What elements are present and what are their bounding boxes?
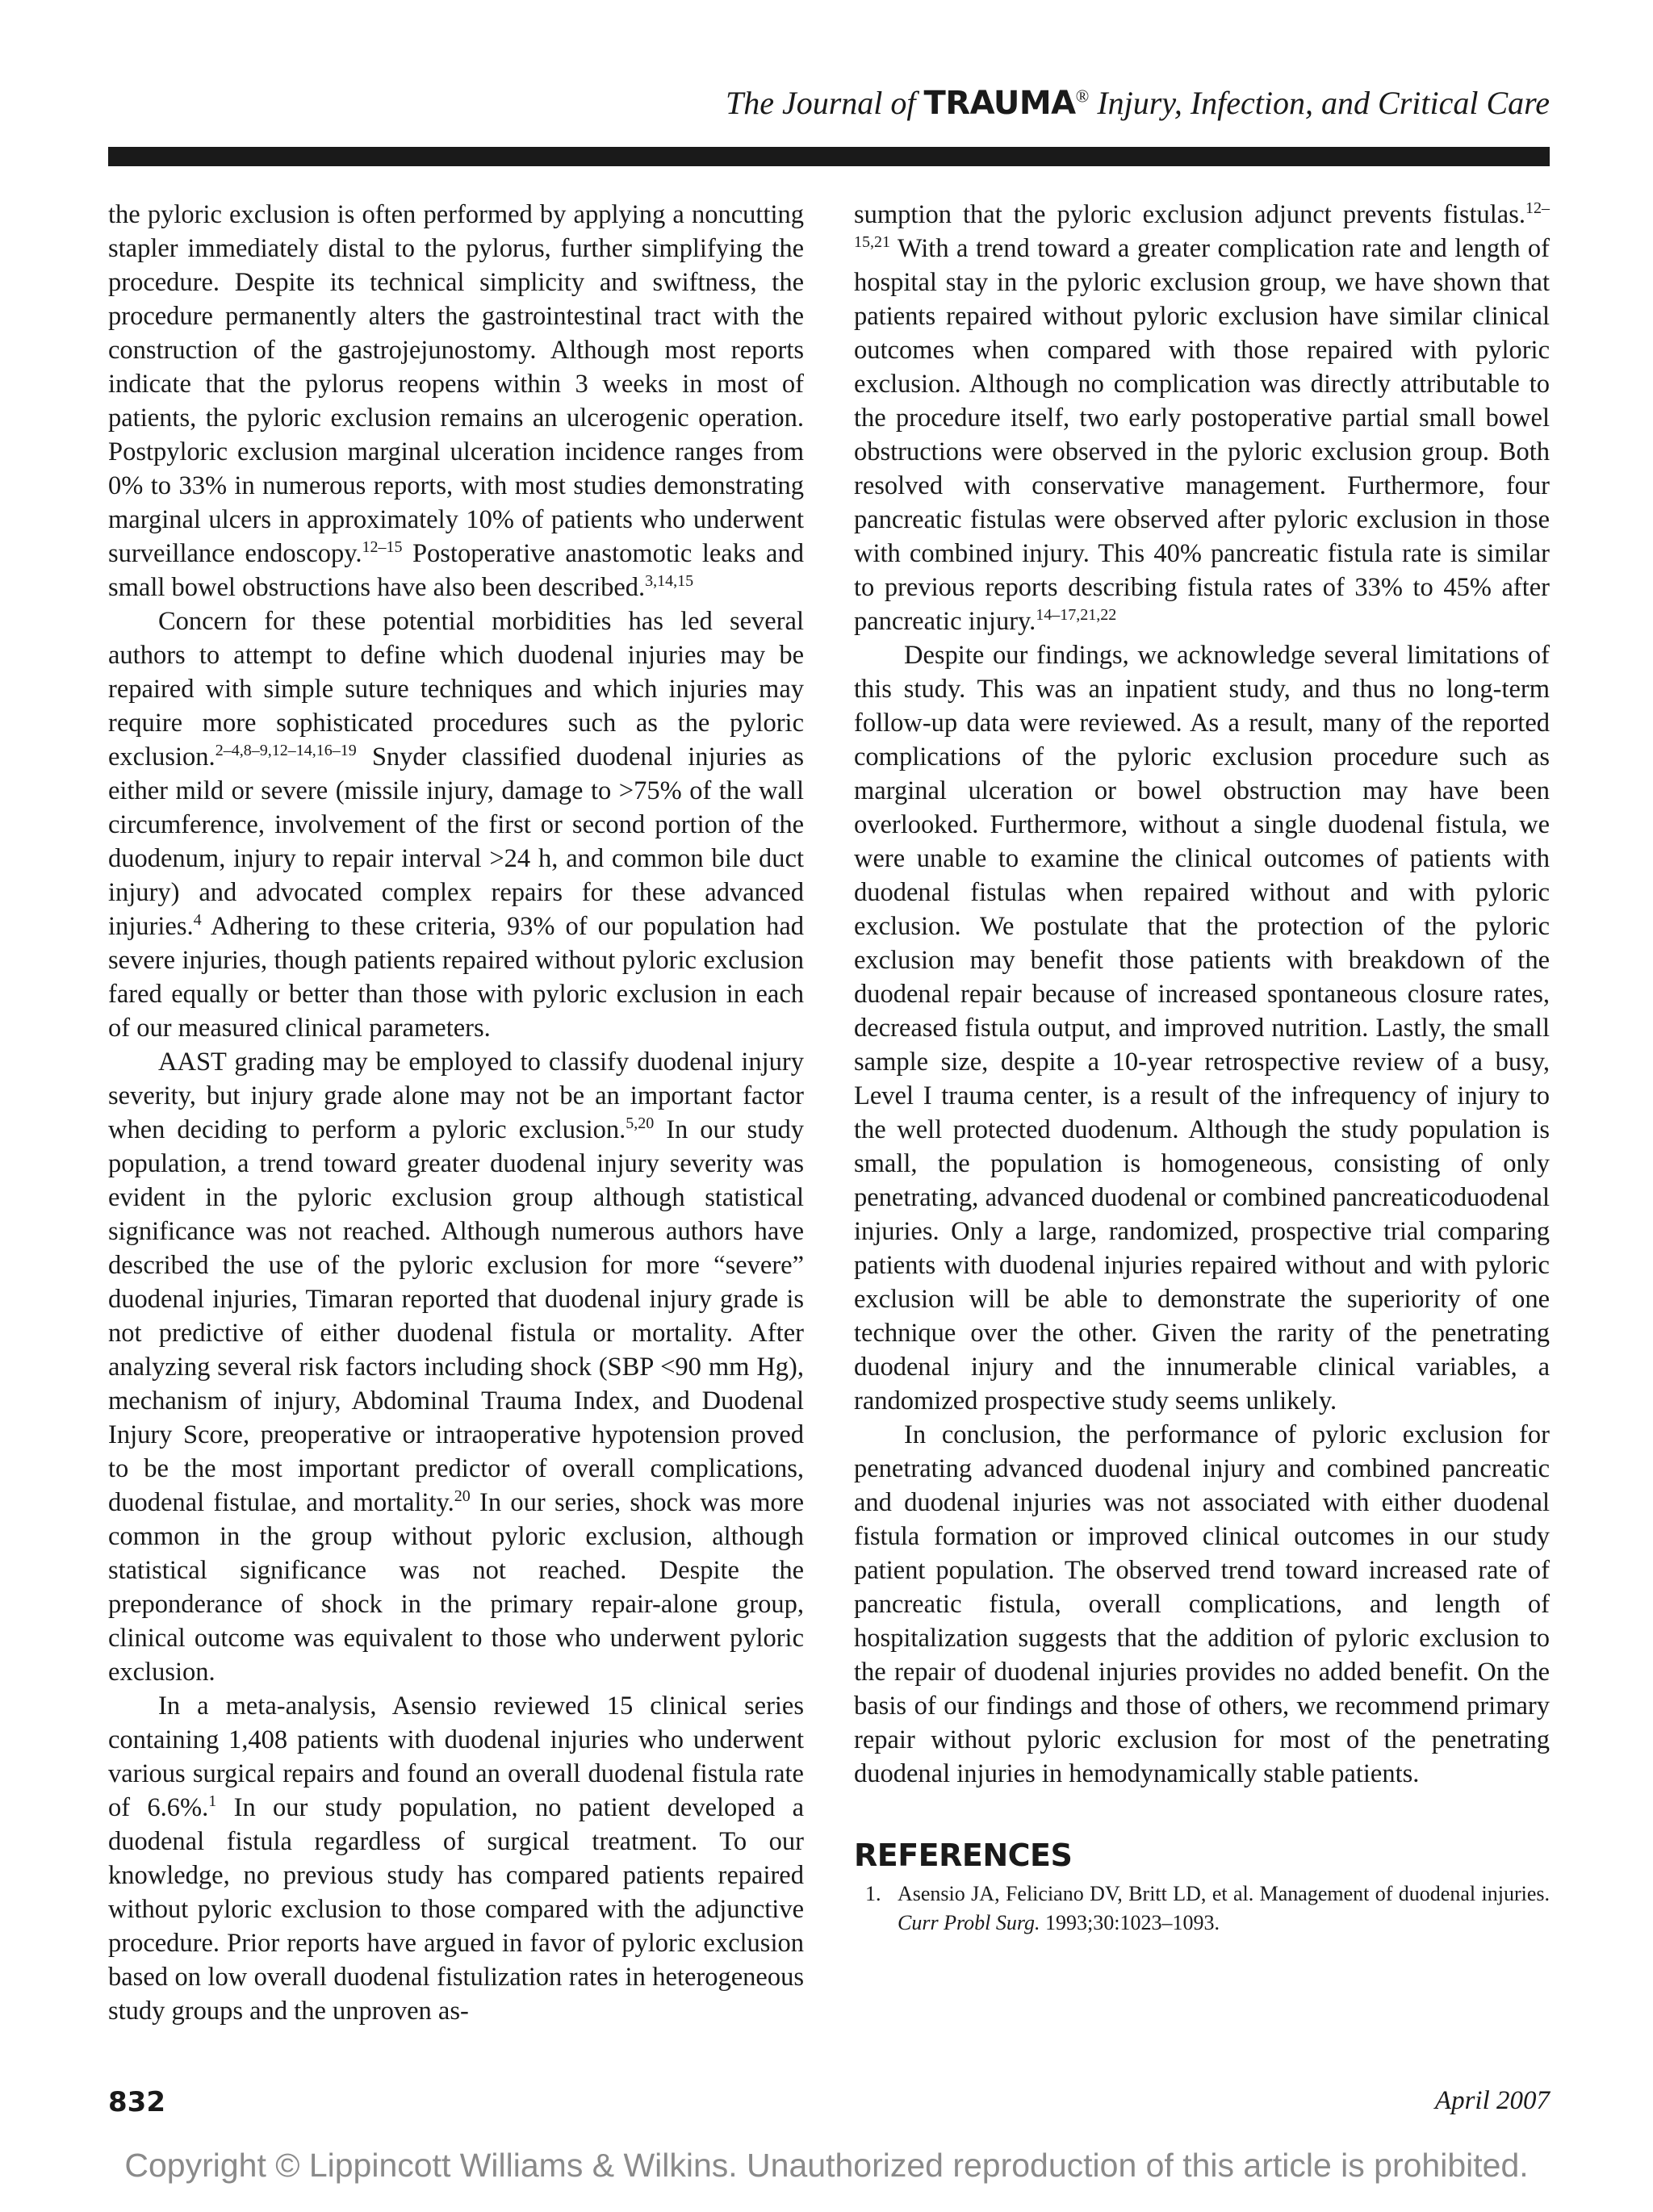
paragraph xyxy=(108,1689,804,2028)
header-rule xyxy=(108,147,1550,166)
citation: 5,20 xyxy=(626,1114,655,1132)
reference-item xyxy=(854,1880,1550,1938)
paragraph-text: Adhering to these criteria, 93% of our population had severe injuries, though patients repaired without pyloric exclusion fared equally or better than those with pyloric exclusion in each of our measured clinical parameters. xyxy=(108,912,804,1043)
paragraph-text: With a trend toward a greater complication rate and length of hospital stay in the pyloric exclusion group, we have shown that patients repaired without pyloric exclusion have similar clinical outcomes when compared with those repaired with pyloric exclusion. Although no complication was directly attributable to the procedure itself, two early postoperative partial small bowel obstructions were observed in the pyloric exclusion group. Both resolved with conservative management. Furthermore, four pancreatic fistulas were observed after pyloric exclusion in those with combined injury. This 40% pancreatic fistula rate is similar to previous reports describing fistula rates of 33% to 45% after pancreatic injury. xyxy=(854,234,1550,636)
paragraph-text: In our study population, no patient developed a duodenal fistula regardless of surgical treatment. To our knowledge, no previous study has compared patients repaired without pyloric exclusion to those compared with the adjunctive procedure. Prior reports have argued in favor of pyloric exclusion based on low overall duodenal fistulization rates in heterogeneous study groups and the unproven as- xyxy=(108,1793,804,2026)
paragraph xyxy=(854,198,1550,638)
page-number: 832 xyxy=(108,2086,165,2118)
paragraph-text: AAST grading may be employed to classify duodenal injury severity, but injury grade alone may not be an important factor when deciding to perform a pyloric exclusion. xyxy=(108,1047,804,1144)
reference-journal: Curr Probl Surg. xyxy=(898,1911,1040,1934)
citation: 12–15,21 xyxy=(854,199,1550,251)
left-column xyxy=(108,198,804,2028)
citation: 4 xyxy=(193,911,202,929)
paragraph xyxy=(108,604,804,1045)
paragraph-text: In a meta-analysis, Asensio reviewed 15 clinical series containing 1,408 patients with duodenal injuries who underwent various surgical repairs and found an overall duodenal fistula rate of 6.6%. xyxy=(108,1691,804,1822)
citation: 20 xyxy=(454,1487,471,1505)
paragraph xyxy=(108,198,804,604)
paragraph-text: Snyder classified duodenal injuries as either mild or severe (missile injury, damage to >75% of the wall circumference, involvement of the first or second portion of the duodenum, injury to repair interval >24 h, and common bile duct injury) and advocated complex repairs for these advanced injuries. xyxy=(108,742,804,941)
paragraph-text: Postoperative anastomotic leaks and small bowel obstructions have also been described. xyxy=(108,539,804,602)
paragraph-text: the pyloric exclusion is often performed by applying a noncutting stapler immediately distal to the pylorus, further simplifying the procedure. Despite its technical simplicity and swiftness, the procedure permanently alters the gastrointestinal tract with the construction of the gastrojejunostomy. Although most reports indicate that the pylorus reopens within 3 weeks in most of patients, the pyloric exclusion remains an ulcerogenic operation. Postpyloric exclusion marginal ulceration incidence ranges from 0% to 33% in numerous reports, with most studies demonstrating marginal ulcers in approximately 10% of patients who underwent surveillance endoscopy. xyxy=(108,200,804,568)
citation: 3,14,15 xyxy=(645,572,694,590)
citation: 12–15 xyxy=(362,538,403,556)
right-column xyxy=(854,198,1550,1938)
paragraph-text: In our series, shock was more common in the group without pyloric exclusion, although statistical significance was not reached. Despite the preponderance of shock in the primary repair-alone group, clinical outcome was equivalent to those who underwent pyloric exclusion. xyxy=(108,1488,804,1687)
journal-brand: TRAUMA xyxy=(923,85,1076,122)
issue-date: April 2007 xyxy=(1434,2086,1550,2115)
paragraph-text: Concern for these potential morbidities has led several authors to attempt to define which duodenal injuries may be repaired with simple suture techniques and which injuries may require more sophisticated procedures such as the pyloric exclusion. xyxy=(108,607,804,771)
journal-title-suffix: Injury, Infection, and Critical Care xyxy=(1089,85,1550,121)
citation: 2–4,8–9,12–14,16–19 xyxy=(215,742,357,759)
reference-volume-pages: 1993;30:1023–1093. xyxy=(1040,1911,1220,1934)
reference-text xyxy=(898,1880,1550,1938)
reference-authors-title: Asensio JA, Feliciano DV, Britt LD, et al. Management of duodenal injuries. xyxy=(898,1882,1550,1905)
paragraph: In conclusion, the performance of pyloric exclusion for penetrating advanced duodenal injury and combined pancreatic and duodenal injuries was not associated with either duodenal fistula formation or improved clinical outcomes in our study patient population. The observed trend toward increased rate of pancreatic fistula, overall complications, and length of hospitalization suggests that the addition of pyloric exclusion to the repair of duodenal injuries provides no added benefit. On the basis of our findings and those of others, we recommend primary repair without pyloric exclusion for most of the penetrating duodenal injuries in hemodynamically stable patients. xyxy=(854,1420,1550,1788)
paragraph-text: In our study population, a trend toward greater duodenal injury severity was evident in the pyloric exclusion group although statistical significance was not reached. Although numerous authors have described the use of the pyloric exclusion for more “severe” duodenal injuries, Timaran reported that duodenal injury grade is not predictive of either duodenal fistula or mortality. After analyzing several risk factors including shock (SBP <90 mm Hg), mechanism of injury, Abdominal Trauma Index, and Duodenal Injury Score, preoperative or intraoperative hypotension proved to be the most important predictor of overall complications, duodenal fistulae, and mortality. xyxy=(108,1115,805,1517)
registered-mark: ® xyxy=(1075,86,1090,107)
citation: 1 xyxy=(208,1792,217,1810)
journal-title-prefix: The Journal of xyxy=(725,85,924,121)
copyright-notice: Copyright © Lippincott Williams & Wilkins. Unauthorized reproduction of this article is prohibited. xyxy=(124,2147,1529,2184)
paragraph: Despite our findings, we acknowledge several limitations of this study. This was an inpatient study, and thus no long-term follow-up data were reviewed. As a result, many of the reported complications of the pyloric exclusion procedure such as marginal ulceration or bowel obstruction may have been overlooked. Furthermore, without a single duodenal fistula, we were unable to examine the clinical outcomes of patients with duodenal fistulas when repaired without and with pyloric exclusion. We postulate that the protection of the pyloric exclusion may benefit those patients with breakdown of the duodenal repair because of increased spontaneous closure rates, decreased fistula output, and improved nutrition. Lastly, the small sample size, despite a 10-year retrospective review of a busy, Level I trauma center, is a result of the infrequency of injury to the well protected duodenum. Although the study population is small, the population is homogeneous, consisting of only penetrating, advanced duodenal or combined pancreaticoduodenal injuries. Only a large, randomized, prospective trial comparing patients with duodenal injuries repaired without and with pyloric exclusion will be able to demonstrate the superiority of one technique over the other. Given the rarity of the penetrating duodenal injury and the innumerable clinical variables, a randomized prospective study seems unlikely. xyxy=(854,641,1550,1415)
references-heading: REFERENCES xyxy=(854,1838,1073,1873)
paragraph-text: sumption that the pyloric exclusion adjunct prevents fistulas. xyxy=(854,200,1525,229)
citation: 14–17,21,22 xyxy=(1036,606,1117,624)
reference-number: 1. xyxy=(865,1882,881,1905)
journal-running-header xyxy=(108,85,1550,122)
paragraph xyxy=(108,1045,804,1689)
